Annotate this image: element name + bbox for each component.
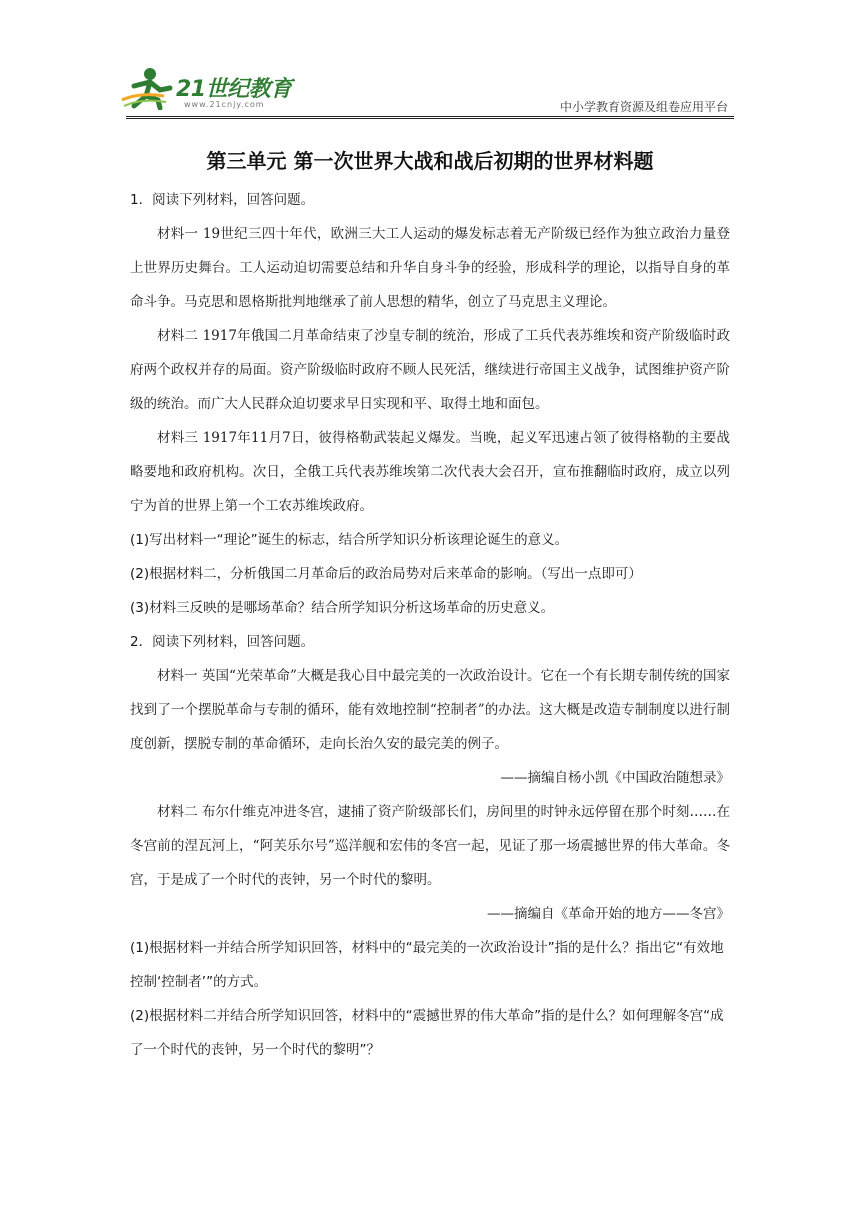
question-2	[130, 625, 730, 1067]
material-paragraph: 材料二 1917年俄国二月革命结束了沙皇专制的统治，形成了工兵代表苏维埃和资产阶级临时政府两个政权并存的局面。资产阶级临时政府不顾人民死活，继续进行帝国主义战争，试图维护资产阶级的统治。而广大人民群众迫切要求早日实现和平、取得土地和面包。	[130, 328, 730, 412]
material-source: ——摘编自《革命开始的地方——冬宫》	[487, 906, 730, 922]
page-header	[0, 0, 860, 120]
subquestion: (2)根据材料二，分析俄国二月革命后的政治局势对后来革命的影响。（写出一点即可）	[130, 566, 642, 582]
runner-logo-icon	[120, 66, 178, 110]
document-body	[130, 183, 730, 1067]
logo-url: www.21cnjy.com	[184, 100, 265, 109]
question-1	[130, 183, 730, 625]
site-logo	[120, 66, 295, 114]
subquestion: (3)材料三反映的是哪场革命？结合所学知识分析这场革命的历史意义。	[130, 600, 555, 616]
material-paragraph: 材料二 布尔什维克冲进冬宫，逮捕了资产阶级部长们，房间里的时钟永远停留在那个时刻……在冬宫前的涅瓦河上，“阿芙乐尔号”巡洋舰和宏伟的冬宫一起，见证了那一场震撼世界的伟大革命。冬宫，于是成了一个时代的丧钟，另一个时代的黎明。	[130, 804, 730, 888]
material-paragraph: 材料一 19世纪三四十年代，欧洲三大工人运动的爆发标志着无产阶级已经作为独立政治力量登上世界历史舞台。工人运动迫切需要总结和升华自身斗争的经验，形成科学的理论，以指导自身的革命斗争。马克思和恩格斯批判地继承了前人思想的精华，创立了马克思主义理论。	[130, 226, 730, 310]
page-title: 第三单元 第一次世界大战和战后初期的世界材料题	[206, 149, 654, 173]
material-source: ——摘编自杨小凯《中国政治随想录》	[500, 770, 730, 786]
subquestion: (1)写出材料一“理论”诞生的标志，结合所学知识分析该理论诞生的意义。	[130, 532, 569, 548]
header-divider	[126, 116, 734, 117]
logo-text: 21世纪教育	[176, 77, 292, 102]
question-stem: 2．阅读下列材料，回答问题。	[130, 634, 315, 650]
header-divider-2	[126, 118, 734, 119]
subquestion: (1)根据材料一并结合所学知识回答，材料中的“最完美的一次政治设计”指的是什么？指出它“有效地控制‘控制者’”的方式。	[130, 940, 724, 990]
material-paragraph: 材料三 1917年11月7日，彼得格勒武装起义爆发。当晚，起义军迅速占领了彼得格勒的主要战略要地和政府机构。次日，全俄工兵代表苏维埃第二次代表大会召开，宣布推翻临时政府，成立以列宁为首的世界上第一个工农苏维埃政府。	[130, 430, 730, 514]
platform-label: 中小学教育资源及组卷应用平台	[559, 100, 728, 114]
subquestion: (2)根据材料二并结合所学知识回答，材料中的“震撼世界的伟大革命”指的是什么？如何理解冬宫“成了一个时代的丧钟，另一个时代的黎明”？	[130, 1008, 724, 1058]
question-stem: 1．阅读下列材料，回答问题。	[130, 192, 315, 208]
material-paragraph: 材料一 英国“光荣革命”大概是我心目中最完美的一次政治设计。它在一个有长期专制传统的国家找到了一个摆脱革命与专制的循环，能有效地控制“控制者”的办法。这大概是改造专制制度以进行制度创新，摆脱专制的革命循环，走向长治久安的最完美的例子。	[130, 668, 730, 752]
